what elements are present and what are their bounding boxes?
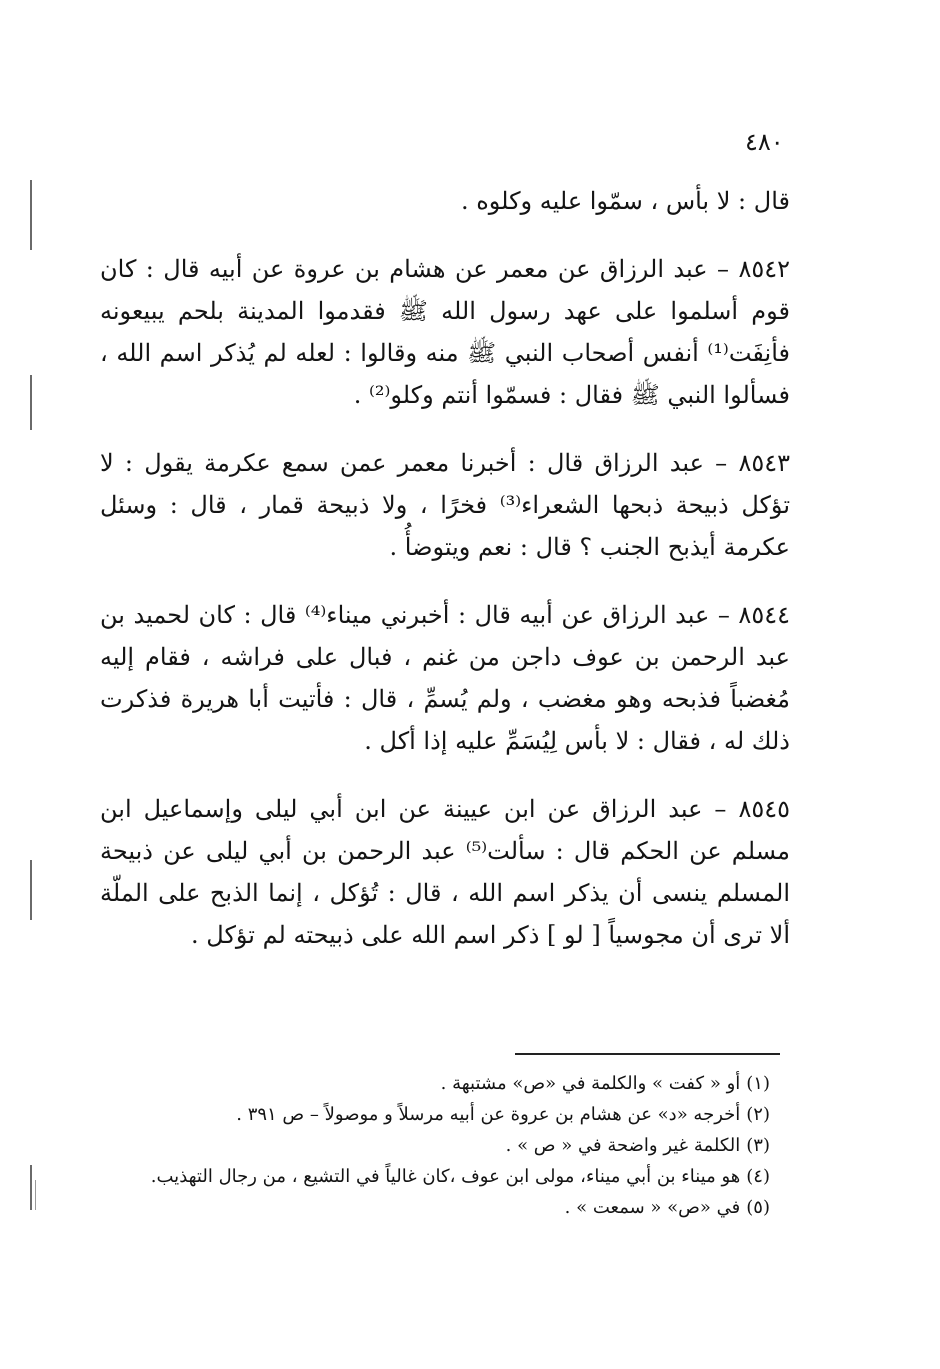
- footnote: [110, 1068, 770, 1099]
- hadith-entry: [100, 594, 790, 762]
- scan-edge-line: [30, 375, 32, 430]
- entry-text: – عبد الرزاق عن أبيه قال : أخبرني ميناء⁽⁴⁾ قال : كان لحميد بن عبد الرحمن بن عوف داجن من غنم ، فبال على فراشه ، فقام إليه مُغضباً فذبحه وهو مغضب ، ولم يُسمِّ ، قال : فأتيت أبا هريرة فذكرت ذلك له ، فقال : لا بأس لِيُسَمِّ عليه إذا أكل .: [100, 601, 790, 755]
- hadith-entry: [100, 788, 790, 956]
- scan-edge-line: [30, 860, 32, 920]
- footnote-text: أخرجه «د» عن هشام بن عروة عن أبيه مرسلاً و موصولاً – ص ٣٩١ .: [236, 1104, 741, 1125]
- entry-number: ٨٥٤٥: [738, 795, 790, 823]
- footnote-text: في «ص» « سمعت » .: [564, 1197, 741, 1218]
- entry-number: ٨٥٤٣: [738, 449, 790, 477]
- entry-number: ٨٥٤٢: [738, 255, 790, 283]
- scan-edge-line: [30, 1165, 32, 1210]
- page-number: ٤٨٠: [745, 128, 784, 156]
- footnote-text: أو « كفت » والكلمة في «ص» مشتبهة .: [440, 1073, 741, 1094]
- footnote-number: (٤): [746, 1166, 770, 1187]
- footnote-number: (٢): [746, 1104, 770, 1125]
- entry-text: – عبد الرزاق قال : أخبرنا معمر عمن سمع عكرمة يقول : لا تؤكل ذبيحة ذبحها الشعراء⁽³⁾ فخرًا ، ولا ذبيحة قمار ، قال : وسئل عكرمة أيذبح الجنب ؟ قال : نعم ويتوضأُ .: [100, 449, 791, 561]
- footnote-number: (١): [746, 1073, 770, 1094]
- main-text: [100, 180, 790, 982]
- footnotes: [110, 1068, 770, 1223]
- footnote-number: (٣): [746, 1135, 770, 1156]
- scan-edge-line: [35, 1180, 36, 1210]
- entry-number: ٨٥٤٤: [738, 601, 790, 629]
- hadith-entry: [100, 442, 790, 568]
- entry-text: – عبد الرزاق عن ابن عيينة عن ابن أبي ليلى وإسماعيل ابن مسلم عن الحكم قال : سألت⁽⁵⁾ عبد الرحمن بن أبي ليلى عن ذبيحة المسلم ينسى أن يذكر اسم الله ، قال : تُؤكل ، إنما الذبح على الملّة ألا ترى أن مجوسياً [ لو ] ذكر اسم الله على ذبيحته لم تؤكل .: [100, 795, 790, 949]
- scan-edge-line: [30, 180, 32, 250]
- footnote-number: (٥): [746, 1197, 770, 1218]
- footnote: [110, 1130, 770, 1161]
- footnote: [110, 1192, 770, 1223]
- intro-line: قال : لا بأس ، سمّوا عليه وكلوه .: [460, 187, 790, 215]
- footnote-text: هو ميناء بن أبي ميناء، مولى ابن عوف ،كان غالياً في التشيع ، من رجال التهذيب.: [150, 1166, 741, 1187]
- footnote: [110, 1099, 770, 1130]
- hadith-entry: [100, 248, 790, 416]
- footnote-text: الكلمة غير واضحة في « ص » .: [505, 1135, 741, 1156]
- entry-text: – عبد الرزاق عن معمر عن هشام بن عروة عن أبيه قال : كان قوم أسلموا على عهد رسول الله ﷺ فقدموا المدينة بلحم يبيعونه فأنِفَت⁽¹⁾ أنفس أصحاب النبي ﷺ منه وقالوا : لعله لم يُذكر اسم الله ، فسألوا النبي ﷺ فقال : فسمّوا أنتم وكلو⁽²⁾ .: [100, 255, 791, 409]
- footnote-divider: [515, 1053, 780, 1055]
- footnote: [110, 1161, 770, 1192]
